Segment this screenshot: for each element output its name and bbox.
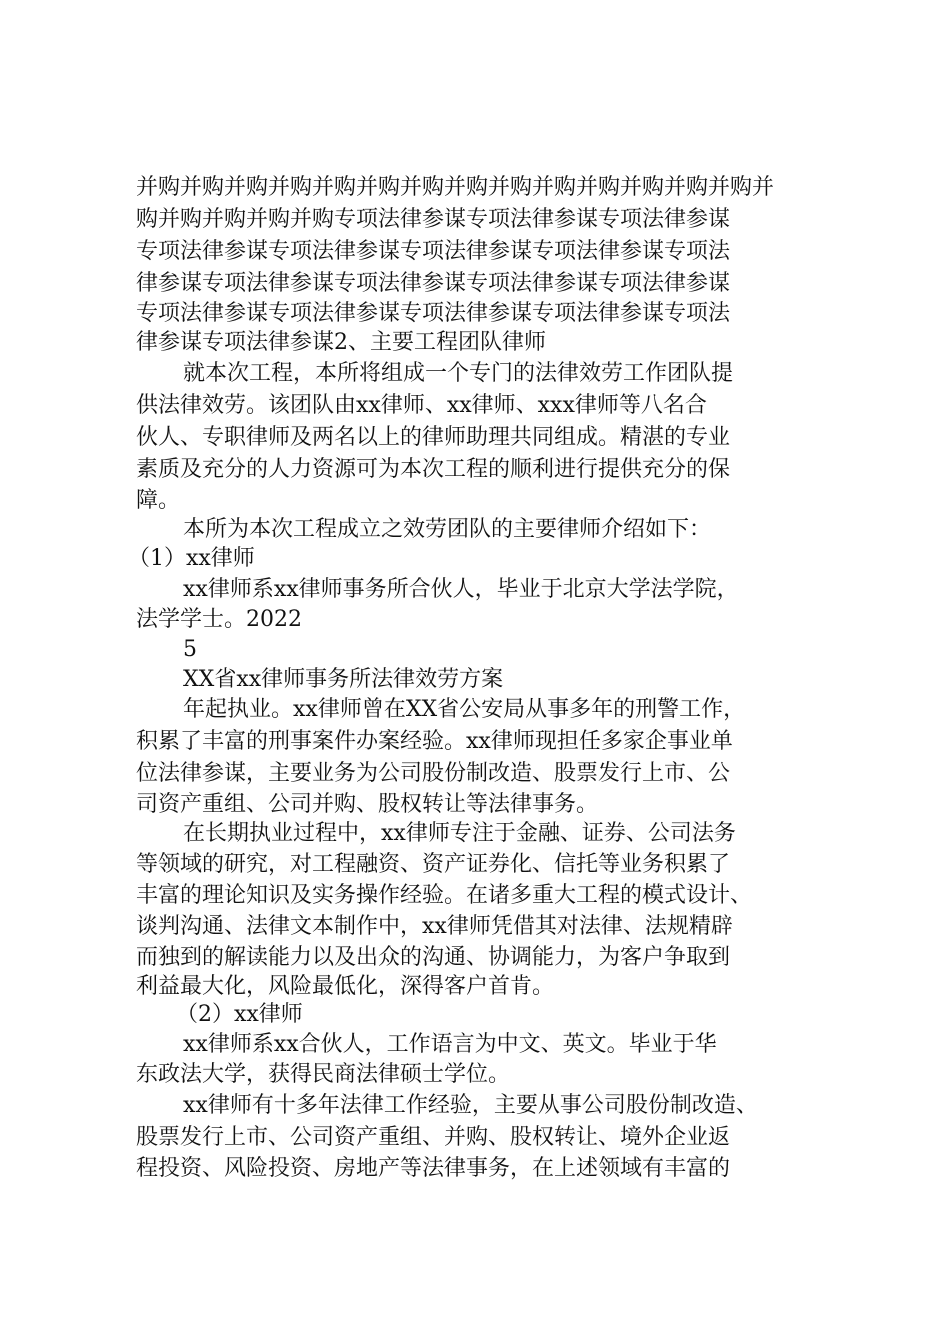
text-line: 而独到的解读能力以及出众的沟通、协调能力，为客户争取到: [136, 945, 731, 970]
paragraph-first-line: 就本次工程，本所将组成一个专门的法律效劳工作团队提: [183, 361, 734, 386]
text-line: 专项法律参谋专项法律参谋专项法律参谋专项法律参谋专项法: [136, 301, 731, 326]
paragraph-first-line: 本所为本次工程成立之效劳团队的主要律师介绍如下：: [183, 517, 712, 542]
text-line: 位法律参谋，主要业务为公司股份制改造、股票发行上市、公: [136, 761, 731, 786]
paragraph-first-line: 在长期执业过程中，xx律师专注于金融、证券、公司法务: [183, 821, 736, 846]
text-line: 程投资、风险投资、房地产等法律事务，在上述领域有丰富的: [136, 1156, 731, 1181]
text-line: 积累了丰富的刑事案件办案经验。xx律师现担任多家企事业单: [136, 729, 733, 754]
text-line: 股票发行上市、公司资产重组、并购、股权转让、境外企业返: [136, 1125, 731, 1150]
text-line: 专项法律参谋专项法律参谋专项法律参谋专项法律参谋专项法: [136, 239, 731, 264]
text-line: 供法律效劳。该团队由xx律师、xx律师、xxx律师等八名合: [136, 393, 707, 418]
paragraph-first-line: xx律师系xx合伙人，工作语言为中文、英文。毕业于华: [183, 1032, 717, 1057]
text-line: 素质及充分的人力资源可为本次工程的顺利进行提供充分的保: [136, 457, 731, 482]
text-line: 丰富的理论知识及实务操作经验。在诸多重大工程的模式设计、: [136, 883, 753, 908]
text-line: 伙人、专职律师及两名以上的律师助理共同组成。精湛的专业: [136, 425, 731, 450]
text-line: 购并购并购并购并购专项法律参谋专项法律参谋专项法律参谋: [136, 207, 731, 232]
text-line: 障。: [136, 488, 181, 513]
text-line: 东政法大学，获得民商法律硕士学位。: [136, 1062, 511, 1087]
text-line: 司资产重组、公司并购、股权转让等法律事务。: [136, 792, 599, 817]
section-heading: （1）xx律师: [128, 546, 255, 571]
paragraph-first-line: xx律师系xx律师事务所合伙人，毕业于北京大学法学院，: [183, 577, 739, 602]
paragraph-first-line: 年起执业。xx律师曾在XX省公安局从事多年的刑警工作，: [183, 697, 746, 722]
text-line: 并购并购并购并购并购并购并购并购并购并购并购并购并购并购并: [136, 175, 775, 200]
page-number: 5: [183, 637, 197, 662]
paragraph-first-line: xx律师有十多年法律工作经验，主要从事公司股份制改造、: [183, 1093, 758, 1118]
page-header: XX省xx律师事务所法律效劳方案: [183, 667, 504, 692]
text-line: 谈判沟通、法律文本制作中，xx律师凭借其对法律、法规精辟: [136, 914, 733, 939]
text-line: 法学学士。2022: [136, 607, 302, 632]
text-line: 律参谋专项法律参谋2、主要工程团队律师: [136, 330, 546, 355]
text-line: 利益最大化，风险最低化，深得客户首肯。: [136, 974, 555, 999]
text-line: 等领域的研究，对工程融资、资产证券化、信托等业务积累了: [136, 852, 731, 877]
section-heading: （2）xx律师: [176, 1002, 303, 1027]
text-line: 律参谋专项法律参谋专项法律参谋专项法律参谋专项法律参谋: [136, 271, 731, 296]
